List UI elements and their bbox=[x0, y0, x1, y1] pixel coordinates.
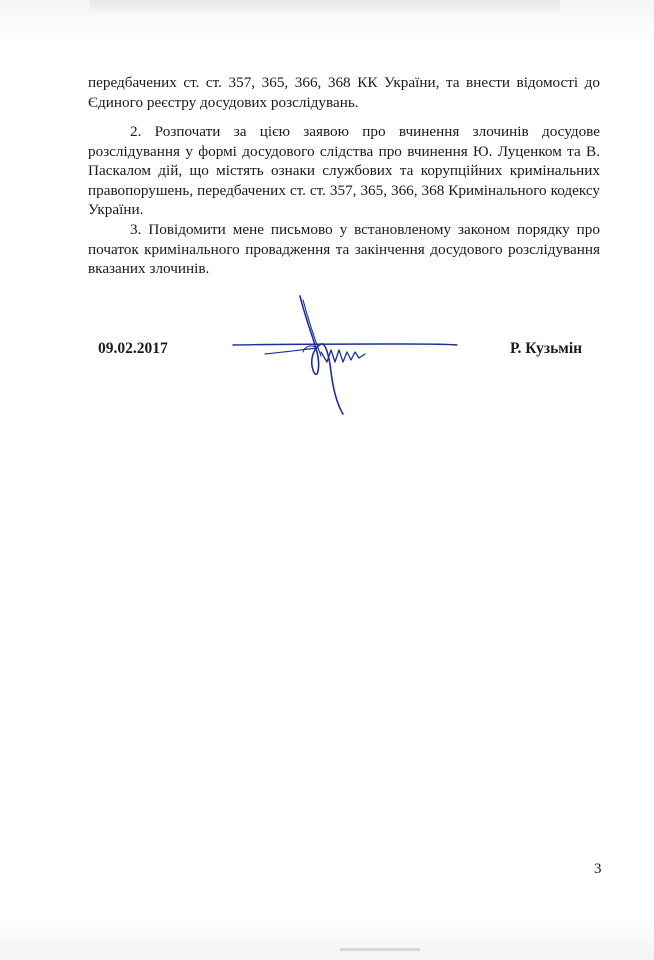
scan-shadow bbox=[90, 0, 560, 14]
handwritten-signature bbox=[225, 292, 465, 422]
page-number: 3 bbox=[594, 861, 602, 877]
paragraph-item-2 bbox=[88, 122, 600, 220]
paragraph-continuation bbox=[88, 73, 600, 112]
paragraph-text: передбачених ст. ст. 357, 365, 366, 368 КК України, та внести відомості до Єдиного реєстру досудових розслідувань. bbox=[88, 74, 600, 111]
paragraph-text: 2. Розпочати за цією заявою про вчинення злочинів досудове розслідування у формі досудового слідства про вчинення Ю. Луценком та В. Паскалом дій, що містять ознаки службових та корупційних кримінальних правопорушень, передбачених ст. ст. 357, 365, 366, 368 Кримінального кодексу України. bbox=[88, 123, 600, 218]
scan-edge-mark bbox=[340, 948, 420, 951]
paragraph-text: 3. Повідомити мене письмово у встановленому законом порядку про початок кримінального провадження та закінчення досудового розслідування вказаних злочинів. bbox=[88, 221, 600, 277]
document-date: 09.02.2017 bbox=[98, 340, 168, 357]
paragraph-item-3 bbox=[88, 220, 600, 279]
signer-name: Р. Кузьмін bbox=[510, 340, 583, 357]
